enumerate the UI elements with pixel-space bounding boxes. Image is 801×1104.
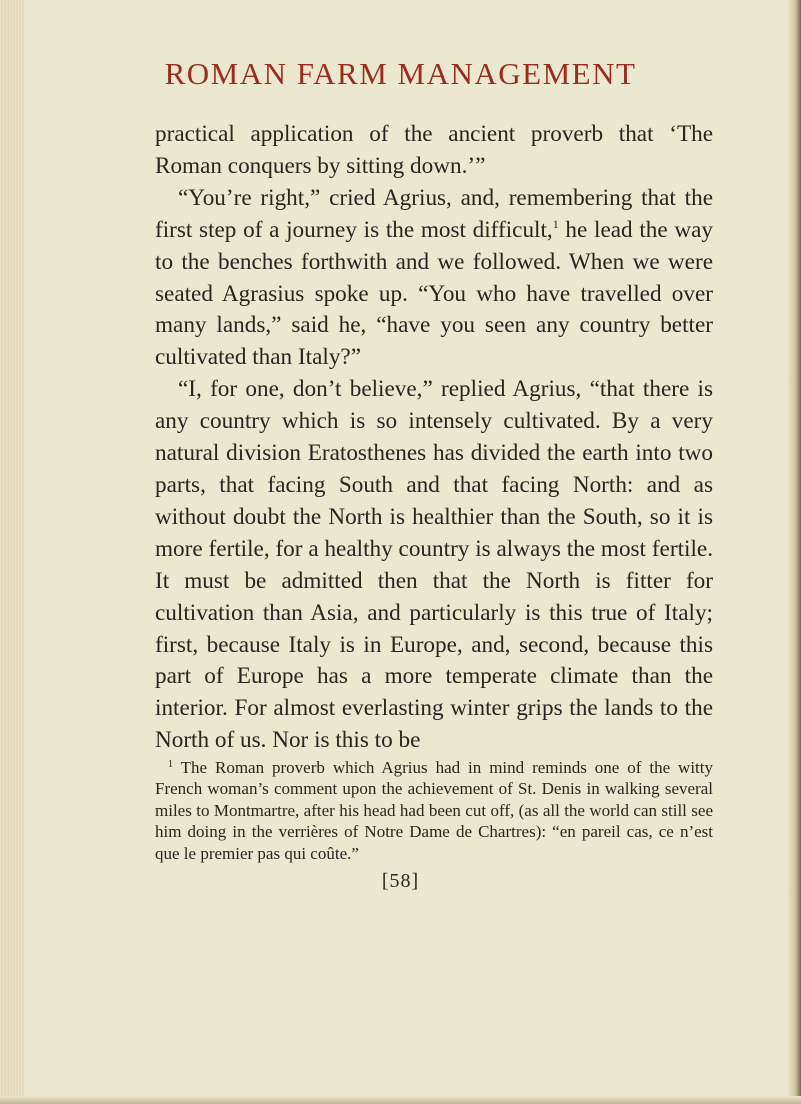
footnote-mark: 1 (168, 759, 173, 770)
footnote-text (155, 757, 713, 864)
paragraph-1: practical application of the ancient proverb that ‘The Roman conquers by sitting down.’” (155, 121, 713, 179)
page-edge-left (0, 0, 24, 1104)
page-number: [58] (381, 870, 420, 892)
page-edge-right (787, 0, 801, 1104)
paragraph-2-end: he lead the way to the benches forthwith and we followed. When we were seated Agrasius spoke up. “You who have travelled over many lands,” said he, “have you seen any country better cultivated than Italy?” (155, 216, 713, 371)
paragraph-2-start: “You’re right,” cried Agrius, and, remembering that the first step of a journey is the most difficult, (155, 184, 713, 243)
footnote-body: The Roman proverb which Agrius had in mind reminds one of the witty French woman’s comment upon the achievement of St. Denis in walking several miles to Montmartre, after his head had been cut off, (as all the world can still see him doing in the verrières of Notre Dame de Chartres): “en pareil cas, ce n’est que le premier pas qui coûte.” (155, 758, 713, 863)
body-text (155, 119, 713, 757)
paragraph-2 (155, 183, 713, 374)
footnote-reference[interactable]: 1 (552, 216, 559, 231)
running-head: ROMAN FARM MANAGEMENT (164, 56, 637, 91)
footnote (155, 757, 713, 864)
paragraph-3: “I, for one, don’t believe,” replied Agrius, “that there is any country which is so intensely cultivated. By a very natural division Eratosthenes has divided the earth into two parts, that facing South and that facing North: and as without doubt the North is healthier than the South, so it is more fertile, for a healthy country is always the most fertile. It must be admitted then that the North is fitter for cultivation than Asia, and particularly is this true of Italy; first, because Italy is in Europe, and, second, because this part of Europe has a more temperate climate than the interior. For almost everlasting winter grips the lands to the North of us. Nor is this to be (155, 376, 713, 754)
page-edge-bottom (0, 1096, 801, 1104)
